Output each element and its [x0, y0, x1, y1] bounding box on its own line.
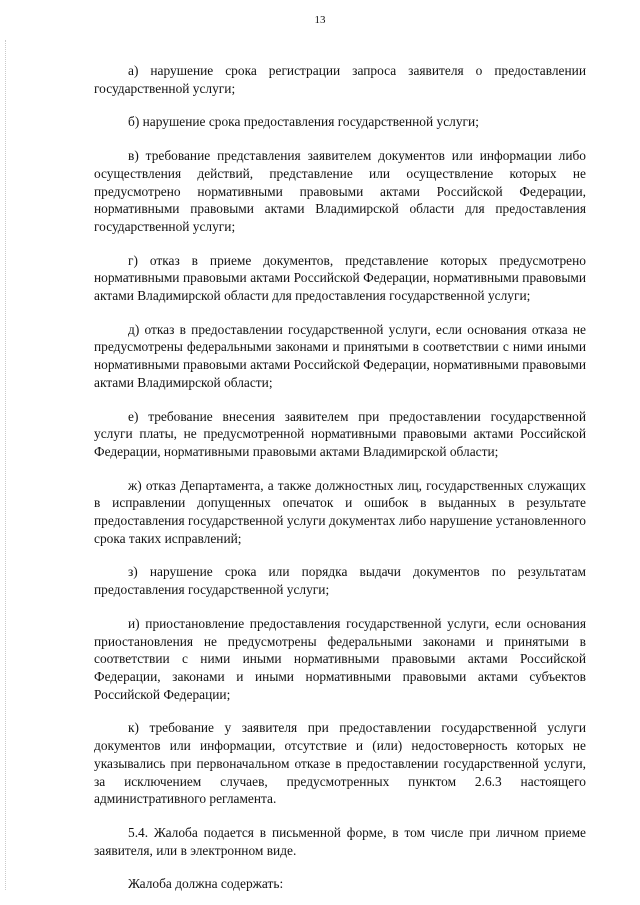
paragraph-d: д) отказ в предоставлении государственной услуги, если основания отказа не предусмотрены федеральными законами и принятыми в соответствии с ними иными нормативными правовыми актами Российской Федерации, нормативными правовыми актами Владимирской области;	[94, 321, 586, 390]
page-number: 13	[314, 14, 326, 26]
paragraph-g: г) отказ в приеме документов, представление которых предусмотрено нормативными правовыми актами Российской Федерации, нормативными правовыми актами Владимирской области для предоставления государственной услуги;	[94, 252, 586, 304]
paragraph-a: а) нарушение срока регистрации запроса заявителя о предоставлении государственной услуги;	[94, 63, 586, 96]
paragraph-i: и) приостановление предоставления государственной услуги, если основания приостановления не предусмотрены федеральными законами и принятыми в соответствии с ними иными нормативными правовыми актами Российской Федерации, законами и иными нормативными правовыми актами субъектов Российской Федерации;	[94, 615, 586, 702]
scan-edge-line	[5, 40, 6, 890]
paragraph-complaint-contents: Жалоба должна содержать:	[128, 876, 284, 892]
paragraph-b: б) нарушение срока предоставления государственной услуги;	[128, 114, 479, 130]
paragraph-5-4: 5.4. Жалоба подается в письменной форме, в том числе при личном приеме заявителя, или в электронном виде.	[94, 824, 586, 858]
paragraph-e: е) требование внесения заявителем при предоставлении государственной услуги платы, не предусмотренной нормативными правовыми актами Российской Федерации, нормативными правовыми актами Владимирской области;	[94, 408, 586, 459]
paragraph-k: к) требование у заявителя при предоставлении государственной услуги документов или информации, отсутствие и (или) недостоверность которых не указывались при первоначальном отказе в предоставлении государственной услуги, за исключением случаев, предусмотренных пунктом 2.6.3 настоящего административного регламента.	[94, 720, 586, 807]
paragraph-v: в) требование представления заявителем документов или информации либо осуществления действий, представление или осуществление которых не предусмотрено нормативными правовыми актами Российской Федерации, нормативными правовыми актами Владимирской области для предоставления государственной услуги;	[94, 148, 586, 234]
paragraph-zh: ж) отказ Департамента, а также должностных лиц, государственных служащих в исправлении допущенных опечаток и ошибок в выданных в результате предоставления государственной услуги документах либо нарушение установленного срока таких исправлений;	[94, 477, 586, 546]
paragraph-z: з) нарушение срока или порядка выдачи документов по результатам предоставления государственной услуги;	[94, 564, 586, 598]
document-body	[94, 62, 586, 893]
